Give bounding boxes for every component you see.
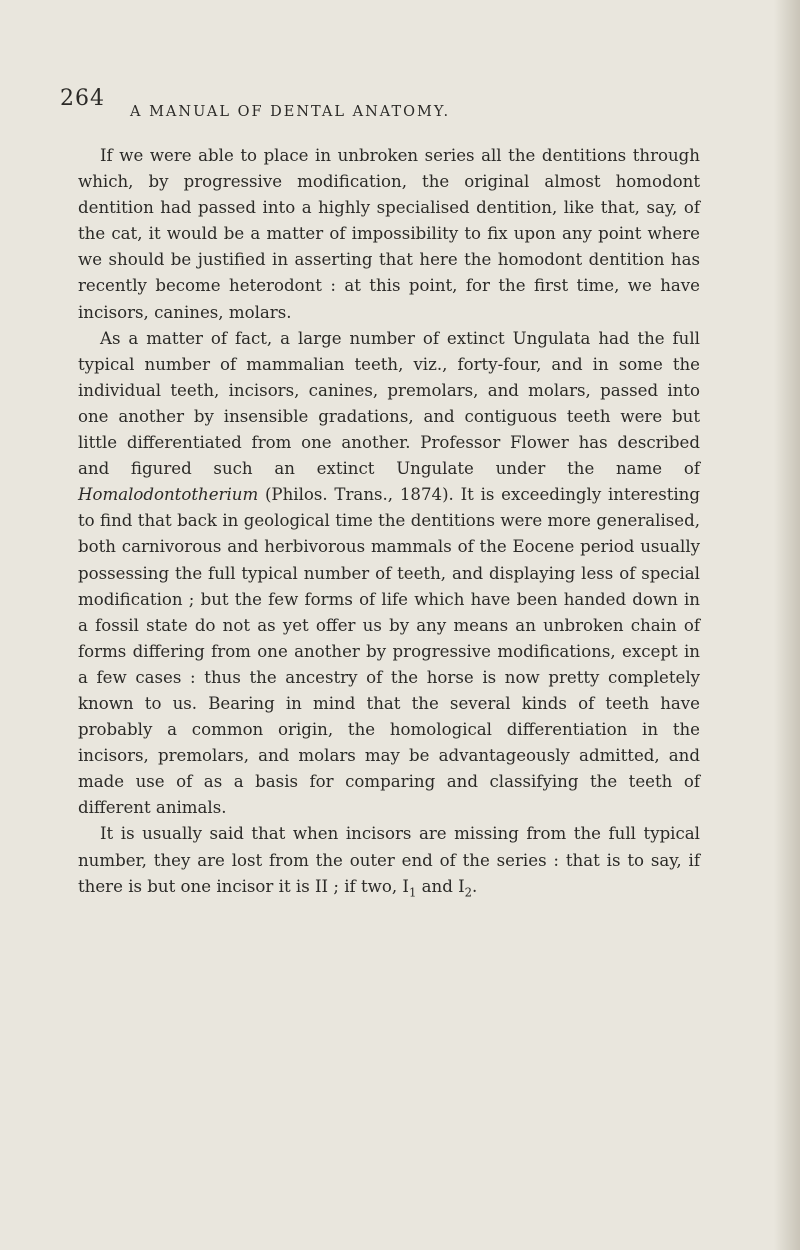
paragraph-2 [78,326,700,822]
paragraph-3-text-before: It is usually said that when incisors are missing from the full typical number, they are lost from the outer end of the series : that is to say, if there is but one incisor it is I [78,824,700,896]
subscript-1: 1 [408,884,417,899]
genus-name: Homalodontotherium [78,485,259,505]
paragraph-2-text-before: As a matter of fact, a large number of extinct Ungulata had the full typical number of mammalian teeth, viz., forty-four, and in some the individual teeth, incisors, canines, premolars, and molars, passed into one another by insensible gradations, and contiguous teeth were but little differentiated from one another. Professor Flower has described and figured such an extinct Ungulate under the name of [78,328,700,479]
page-header [60,86,660,126]
paragraph-1-text: If we were able to place in unbroken series all the dentitions through which, by progressive modification, the original almost homodont dentition had passed into a highly specialised dentition, like that, say, of the cat, it would be a matter of impossibility to fix upon any point where we should be justified in asserting that here the homodont dentition has recently become heterodont : at this point, for the first time, we have incisors, canines, molars. [78,146,700,322]
paragraph-3-and: and I [416,876,465,896]
paragraph-3-end: . [472,876,478,896]
paragraph-3-middle: ; if two, I [328,876,409,896]
paragraph-3 [78,821,700,899]
subscript-2: 2 [464,884,473,899]
paragraph-2-text-after: (Philos. Trans., 1874). It is exceedingly interesting to find that back in geological time the dentitions were more generalised, both carnivorous and herbivorous mammals of the Eocene period usually possessing the full typical number of teeth, and displaying less of special modification ; but the few forms of life which have been handed down in a fossil state do not as yet offer us by any means an unbroken chain of forms differing from one another by progressive modifications, except in a few cases : thus the ancestry of the horse is now pretty completely known to us. Bearing in mind that the several kinds of teeth have probably a common origin, the homological differentiation in the incisors, premolars, and molars may be advantageously admitted, and made use of as a basis for comparing and classifying the teeth of different animals. [78,485,700,818]
body-text [78,143,700,900]
page-number: 264 [60,86,105,111]
paragraph-1 [78,143,700,326]
running-head: A MANUAL OF DENTAL ANATOMY. [130,104,451,120]
roman-incisor: I [321,876,329,896]
page-edge-shadow [774,0,800,1250]
